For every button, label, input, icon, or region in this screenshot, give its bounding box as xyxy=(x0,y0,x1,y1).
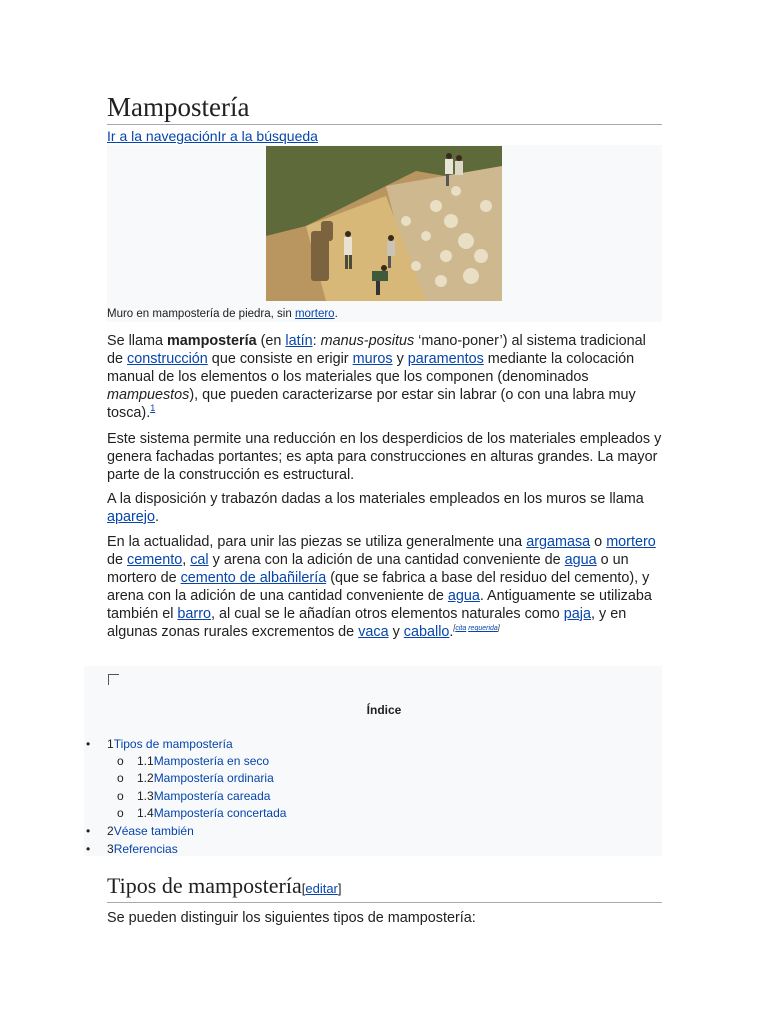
mortero-link-2[interactable]: mortero xyxy=(606,534,656,550)
agua-link-2[interactable]: agua xyxy=(447,588,480,604)
edit-section: [editar] xyxy=(301,881,342,896)
muros-link[interactable]: muros xyxy=(352,351,393,367)
jump-to-search-link[interactable]: Ir a la búsqueda xyxy=(217,128,318,144)
reference-1-link[interactable]: 1 xyxy=(150,403,156,414)
argamasa-link[interactable]: argamasa xyxy=(526,534,591,550)
masonry-photo[interactable] xyxy=(266,146,502,301)
toc-toggle-checkbox[interactable] xyxy=(108,674,119,685)
toc-title: Índice xyxy=(366,703,402,717)
lead-figure xyxy=(107,145,662,322)
agua-link[interactable]: agua xyxy=(564,552,597,568)
cal-link[interactable]: cal xyxy=(190,552,209,568)
figure-caption: Muro en mampostería de piedra, sin mortero. xyxy=(107,308,338,320)
table-of-contents xyxy=(84,666,662,856)
toc-item[interactable]: o 1.3Mampostería careada xyxy=(117,789,271,803)
term-mamposteria: mampostería xyxy=(167,333,257,349)
aparejo-link[interactable]: aparejo xyxy=(107,509,156,525)
toc-item[interactable]: o 1.1Mampostería en seco xyxy=(117,754,270,768)
toc-item[interactable]: • 1Tipos de mampostería xyxy=(86,737,233,751)
caballo-link[interactable]: caballo xyxy=(403,624,450,640)
requerida-link[interactable]: requerida xyxy=(468,625,498,633)
paragraph-3: A la disposición y trabazón dadas a los materiales empleados en los muros se llama aparejo. xyxy=(107,491,644,525)
paja-link[interactable]: paja xyxy=(563,606,592,622)
barro-link[interactable]: barro xyxy=(177,606,212,622)
edit-section-link[interactable]: editar xyxy=(305,881,338,896)
toc-item[interactable]: • 3Referencias xyxy=(86,842,178,856)
construccion-link[interactable]: construcción xyxy=(127,351,208,367)
cemento-link[interactable]: cemento xyxy=(127,552,183,568)
masonry-wall-illustration xyxy=(266,146,502,301)
mortero-link[interactable]: mortero xyxy=(294,308,335,320)
paragraph-4: En la actualidad, para unir las piezas se utiliza generalmente una argamasa o mortero de cemento, cal y arena con la adición de una cantidad conveniente de agua o un mortero de cemento de albañilería (que se fabrica a base del residuo del cemento), y arena con la adición de una cantidad conveniente de agua. Antiguamente se utilizaba también el barro, al cual se le añadían otros elementos naturales como paja, y en algunas zonas rurales excrementos de vaca y caballo.[cita requerida] xyxy=(107,534,656,640)
cita-link[interactable]: cita xyxy=(455,625,467,633)
citation-needed: [cita requerida] xyxy=(453,625,500,633)
vaca-link[interactable]: vaca xyxy=(358,624,389,640)
cemento-albanileria-link[interactable]: cemento de albañilería xyxy=(180,570,327,586)
jump-to-navigation-link[interactable]: Ir a la navegación xyxy=(107,128,218,144)
page-title: Mampostería xyxy=(107,90,662,125)
jump-links xyxy=(107,128,318,145)
paramentos-link[interactable]: paramentos xyxy=(407,351,484,367)
intro-paragraph: Se llama mampostería (en latín: manus-positus ‘mano-poner’) al sistema tradicional de construcción que consiste en erigir muros y paramentos mediante la colocación manual de los elementos o los materiales que los componen (denominados mampuestos), que pueden caracterizarse por estar sin labrar (o con una labra muy tosca).$^1$ xyxy=(107,333,646,421)
paragraph-2: Este sistema permite una reducción en los desperdicios de los materiales empleados y genera fachadas portantes; es apta para construcciones en alturas grandes. La mayor parte de la construcción es estructural. xyxy=(107,431,662,483)
section-heading-tipos: Tipos de mampostería[editar] xyxy=(107,872,662,903)
latin-link[interactable]: latín xyxy=(285,333,313,349)
toc-item[interactable]: o 1.2Mampostería ordinaria xyxy=(117,771,274,785)
section-intro: Se pueden distinguir los siguientes tipos de mampostería: xyxy=(107,910,476,926)
toc-item[interactable]: o 1.4Mampostería concertada xyxy=(117,806,287,820)
toc-item[interactable]: • 2Véase también xyxy=(86,824,194,838)
